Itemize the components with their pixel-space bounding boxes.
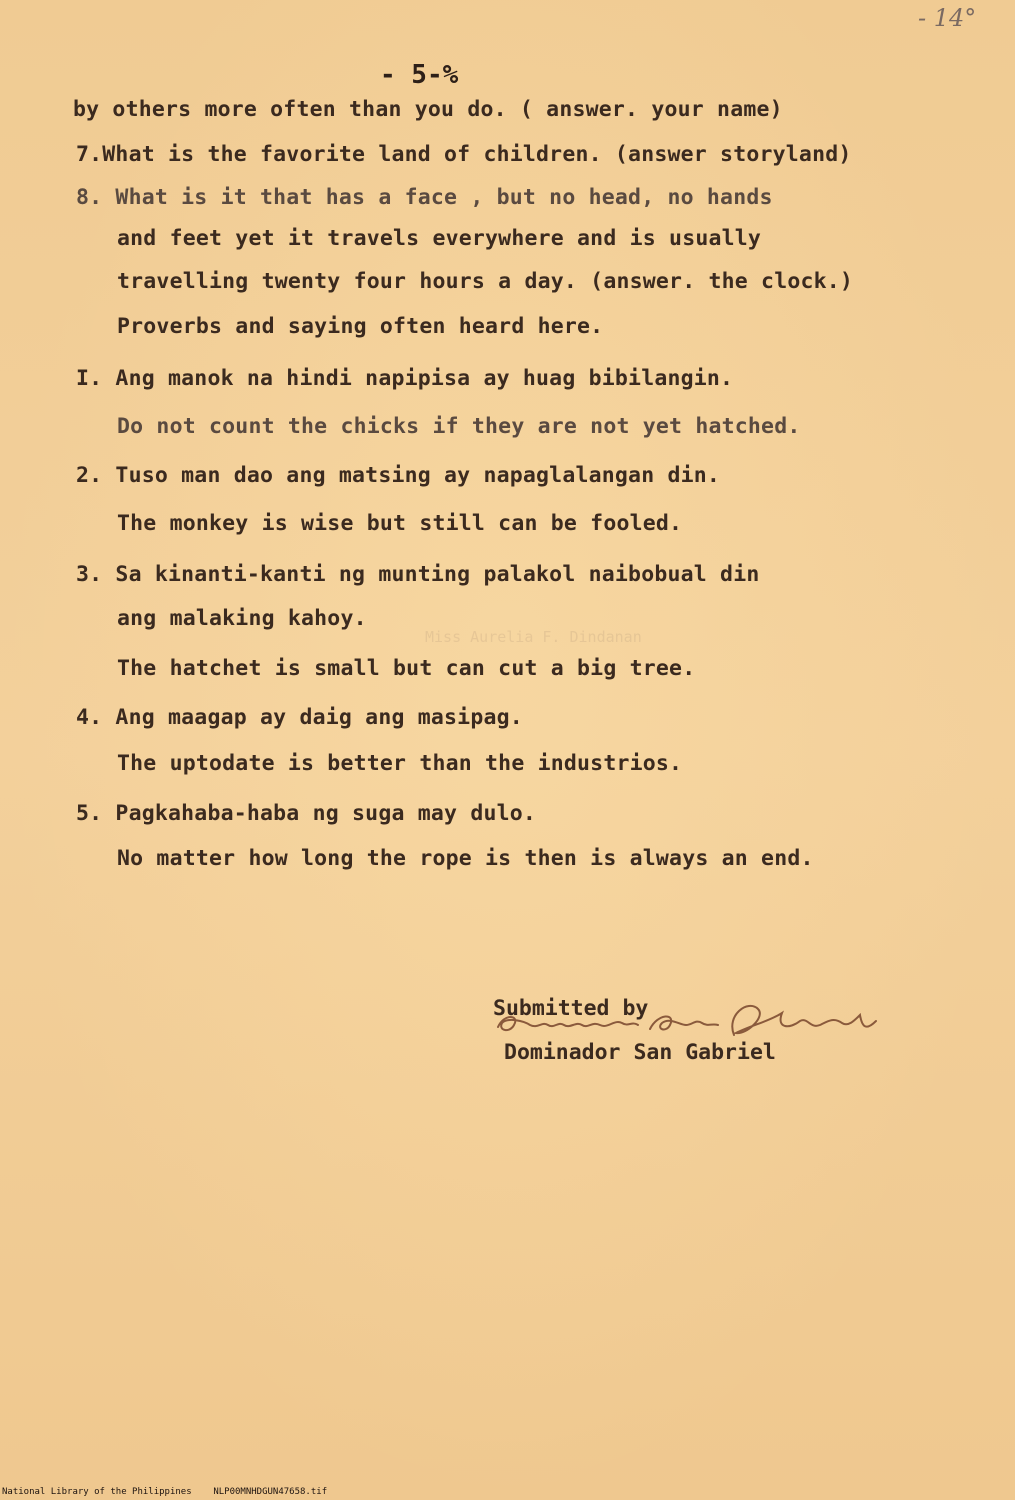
section-heading: Proverbs and saying often heard here. bbox=[117, 314, 604, 339]
proverb-5: 5. Pagkahaba-haba ng suga may dulo. bbox=[76, 801, 537, 826]
text-line: ang malaking kahoy. bbox=[117, 606, 367, 631]
proverb-3-translation: The hatchet is small but can cut a big tree. bbox=[117, 656, 696, 681]
page-number: - 5-% bbox=[380, 60, 459, 90]
proverb-2: 2. Tuso man dao ang matsing ay napaglalangan din. bbox=[76, 463, 721, 488]
submitter-name: Dominador San Gabriel bbox=[504, 1040, 776, 1065]
proverb-3: 3. Sa kinanti-kanti ng munting palakol naibobual din bbox=[76, 562, 760, 587]
corner-annotation: - 14° bbox=[918, 4, 977, 32]
submitted-by-label: Submitted by bbox=[493, 996, 649, 1021]
proverb-4-translation: The uptodate is better than the industrios. bbox=[117, 751, 683, 776]
text-line: and feet yet it travels everywhere and is usually bbox=[117, 226, 762, 251]
riddle-8: 8. What is it that has a face , but no head, no hands bbox=[76, 185, 773, 210]
archive-footer: National Library of the Philippines NLP00MNHDGUN47658.tif bbox=[2, 1487, 328, 1497]
text-line: travelling twenty four hours a day. (answer. the clock.) bbox=[117, 269, 854, 294]
proverb-4: 4. Ang maagap ay daig ang masipag. bbox=[76, 705, 523, 730]
riddle-7: 7.What is the favorite land of children. (answer storyland) bbox=[76, 142, 852, 167]
proverb-1: I. Ang manok na hindi napipisa ay huag bibilangin. bbox=[76, 366, 734, 391]
proverb-5-translation: No matter how long the rope is then is always an end. bbox=[117, 846, 814, 871]
faint-bleed-through: Miss Aurelia F. Dindanan bbox=[425, 628, 642, 646]
text-line: by others more often than you do. ( answer. your name) bbox=[73, 97, 783, 122]
proverb-2-translation: The monkey is wise but still can be fooled. bbox=[117, 511, 683, 536]
proverb-1-translation: Do not count the chicks if they are not yet hatched. bbox=[117, 414, 801, 439]
